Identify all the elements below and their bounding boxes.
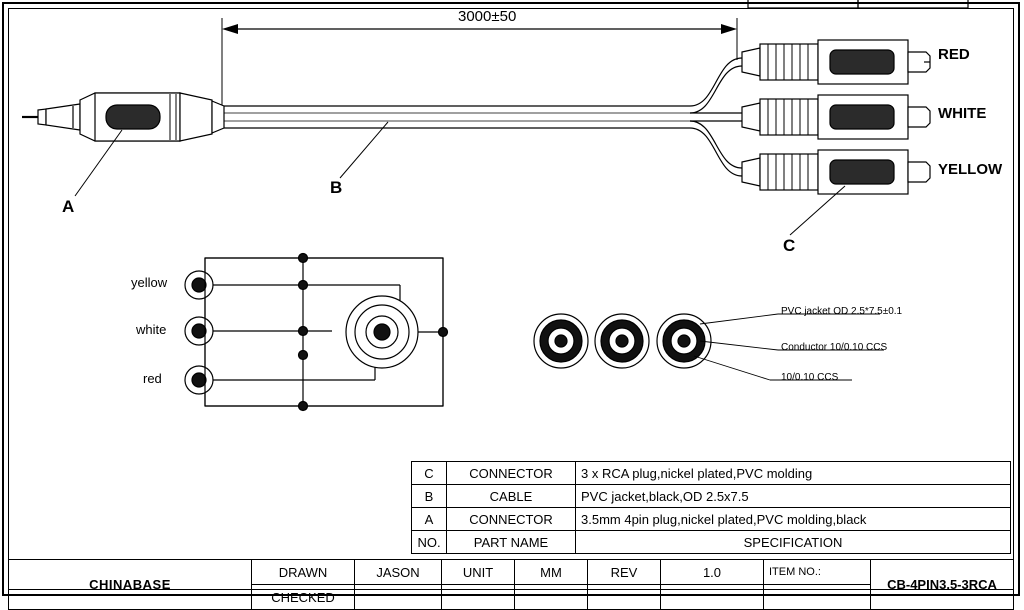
spec-key: B — [412, 485, 447, 508]
spec-header-part-name: PART NAME — [447, 531, 576, 554]
rca-label-yellow: YELLOW — [938, 161, 1003, 178]
note-pvc-jacket: PVC jacket OD 2.5*7.5±0.1 — [781, 306, 903, 317]
drawn-label: DRAWN — [252, 560, 355, 585]
title-block-row-1 — [9, 560, 1014, 585]
company-name: CHINABASE — [9, 560, 252, 610]
spec-header-no: NO. — [412, 531, 447, 554]
rev-value: 1.0 — [661, 560, 764, 585]
title-block-table — [8, 559, 1014, 610]
item-no-value: CB-4PIN3.5-3RCA — [871, 560, 1014, 610]
specification-table — [411, 461, 1011, 554]
unit-value: MM — [515, 560, 588, 585]
wire-label-yellow: yellow — [131, 275, 168, 290]
spec-part: CABLE — [447, 485, 576, 508]
note-ccs: 10/0.10 CCS — [781, 372, 839, 383]
dimension-label: 3000±50 — [458, 8, 517, 25]
spec-part: CONNECTOR — [447, 462, 576, 485]
unit-label: UNIT — [442, 560, 515, 585]
spec-key: A — [412, 508, 447, 531]
blank-cell-2 — [515, 585, 588, 610]
callout-a: A — [62, 197, 75, 216]
drawn-value: JASON — [355, 560, 442, 585]
table-row — [412, 462, 1011, 485]
note-conductor: Conductor 10/0.10 CCS — [781, 342, 888, 353]
blank-cell-5 — [764, 585, 871, 610]
spec-part: CONNECTOR — [447, 508, 576, 531]
callout-c: C — [783, 236, 796, 255]
spec-desc: 3 x RCA plug,nickel plated,PVC molding — [576, 462, 1011, 485]
callout-b: B — [330, 178, 343, 197]
item-no-label: ITEM NO.: — [764, 560, 871, 585]
blank-cell-3 — [588, 585, 661, 610]
checked-value — [355, 585, 442, 610]
table-row — [412, 508, 1011, 531]
rev-label: REV — [588, 560, 661, 585]
spec-desc: 3.5mm 4pin plug,nickel plated,PVC molding,black — [576, 508, 1011, 531]
checked-label: CHECKED — [252, 585, 355, 610]
blank-cell-1 — [442, 585, 515, 610]
table-header-row — [412, 531, 1011, 554]
table-row — [412, 485, 1011, 508]
spec-header-specification: SPECIFICATION — [576, 531, 1011, 554]
wire-label-red: red — [143, 371, 162, 386]
blank-cell-4 — [661, 585, 764, 610]
wire-label-white: white — [136, 322, 167, 337]
spec-key: C — [412, 462, 447, 485]
spec-desc: PVC jacket,black,OD 2.5x7.5 — [576, 485, 1011, 508]
rca-label-white: WHITE — [938, 105, 987, 122]
rca-label-red: RED — [938, 46, 970, 63]
